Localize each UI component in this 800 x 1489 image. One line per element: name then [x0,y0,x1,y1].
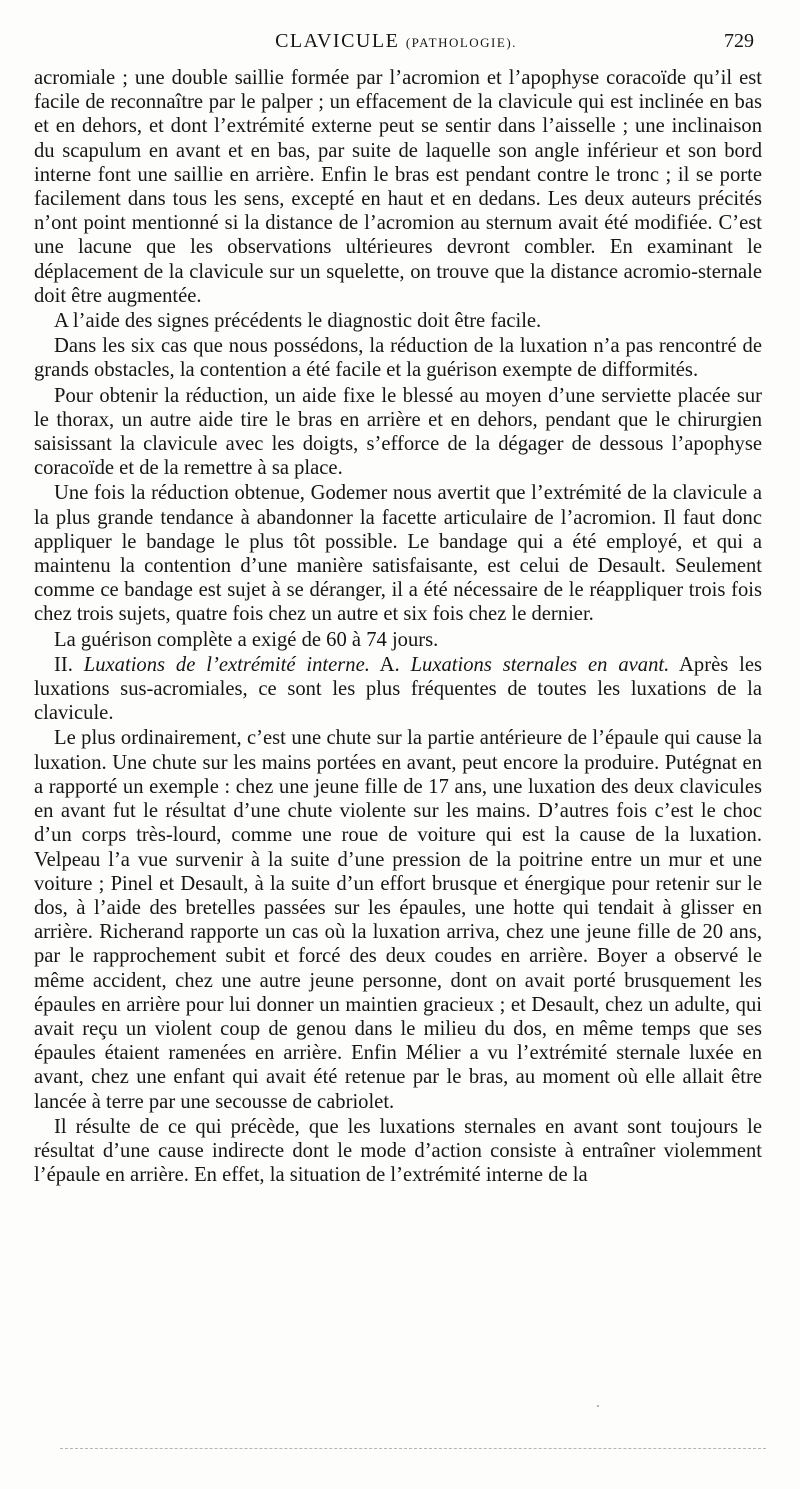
paragraph [34,481,762,626]
text-run: II. [54,653,84,676]
footer-rule [60,1448,766,1449]
header-title: CLAVICULE [275,30,400,52]
text-run: A l’aide des signes précédents le diagnostic doit être facile. [54,310,542,333]
paragraph [34,628,762,652]
paragraph [34,653,762,726]
text-run: Dans les six cas que nous possédons, la réduction de la luxation n’a pas rencontré de grands obstacles, la contention a été facile et la guérison exempte de difformités. [34,335,762,382]
paragraph [34,726,762,1113]
text-run: Pour obtenir la réduction, un aide fixe le blessé au moyen d’une serviette placée sur le thorax, un autre aide tire le bras en arrière et en dehors, pendant que le chirurgien saisissant la clavicule avec les doigts, s’efforce de la dégager de dessous l’apophyse coracoïde et de la remettre à sa place. [34,384,762,480]
text-run: La guérison complète a exigé de 60 à 74 jours. [54,628,439,651]
body-text [34,66,762,1187]
text-run: Le plus ordinairement, c’est une chute sur la partie antérieure de l’épaule qui cause la luxation. Une chute sur les mains portées en avant, peut encore la produire. Putégnat en a rapporté un exemple : chez une jeune fille de 17 ans, une luxation des deux clavicules en avant fut le résultat d’une chute violente sur les mains. D’autres fois c’est le choc d’un corps très-lourd, comme une roue de voiture qui est la cause de la luxation. Velpeau l’a vue survenir à la suite d’une pression de la poitrine entre un mur et une voiture ; Pinel et Desault, à la suite d’un effort brusque et énergique pour retenir sur le dos, à l’aide des bretelles passées sur les épaules, une hotte qui tendait à glisser en arrière. Richerand rapporte un cas où la luxation arriva, chez une jeune fille de 20 ans, par le rapprochement subit et forcé des deux coudes en arrière. Boyer a observé le même accident, chez une autre jeune personne, dont on avait porté brusquement les épaules en arrière pour lui donner un maintien gracieux ; et Desault, chez un adulte, qui avait reçu un violent coup de genou dans le milieu du dos, en même temps que ses épaules étaient ramenées en arrière. Enfin Mélier a vu l’extrémité sternale luxée en avant, chez une enfant qui avait été retenue par le bras, au moment où elle allait être lancée à terre par une secousse de cabriolet. [34,727,762,1113]
text-run: acromiale ; une double saillie formée par l’acromion et l’apophyse coracoïde qu’il est facile de reconnaître par le palper ; un effacement de la clavicule qui est inclinée en bas et en dehors, et dont l’extrémité externe peut se sentir dans l’aisselle ; une inclinaison du scapulum en avant et en bas, par suite de laquelle son angle inférieur et son bord interne font une saillie en arrière. Enfin le bras est pendant contre le tronc ; il se porte facilement dans tous les sens, excepté en haut et en dedans. Les deux auteurs précités n’ont point mentionné si la distance de l’acromion au sternum avait été modifiée. C’est une lacune que les observations ultérieures devront combler. En examinant le déplacement de la clavicule sur un squelette, on trouve que la distance acromio-sternale doit être augmentée. [34,67,762,307]
text-run: Après les luxations sus-acromiales, ce sont les plus fréquentes de toutes les luxations de la clavicule. [34,653,763,725]
italic-run: Luxations sternales en avant. [410,653,670,676]
running-header [34,30,758,58]
paragraph [34,66,762,308]
paragraph [34,384,762,481]
text-run: Il résulte de ce qui précède, que les luxations sternales en avant sont toujours le résultat d’une cause indirecte dont le mode d’action consiste à entraîner violemment l’épaule en arrière. En effet, la situation de l’extrémité interne de la [34,1115,762,1187]
page-number: 729 [724,30,754,52]
paragraph [34,1115,762,1188]
running-title [34,30,758,53]
paragraph [34,309,762,333]
text-run: Une fois la réduction obtenue, Godemer nous avertit que l’extrémité de la clavicule a la plus grande tendance à abandonner la facette articulaire de l’acromion. Il faut donc appliquer le bandage le plus tôt possible. Le bandage qui a été employé, et qui a maintenu la contention d’une manière satisfaisante, est celui de Desault. Seulement comme ce bandage est sujet à se déranger, il a été nécessaire de le réappliquer trois fois chez trois sujets, quatre fois chez un autre et six fois chez le dernier. [34,482,762,626]
italic-run: Luxations de l’extrémité interne. [83,653,370,676]
text-run: A. [369,653,411,676]
header-subtitle: (PATHOLOGIE). [405,35,517,50]
paragraph [34,334,762,382]
print-speck [597,1405,599,1407]
